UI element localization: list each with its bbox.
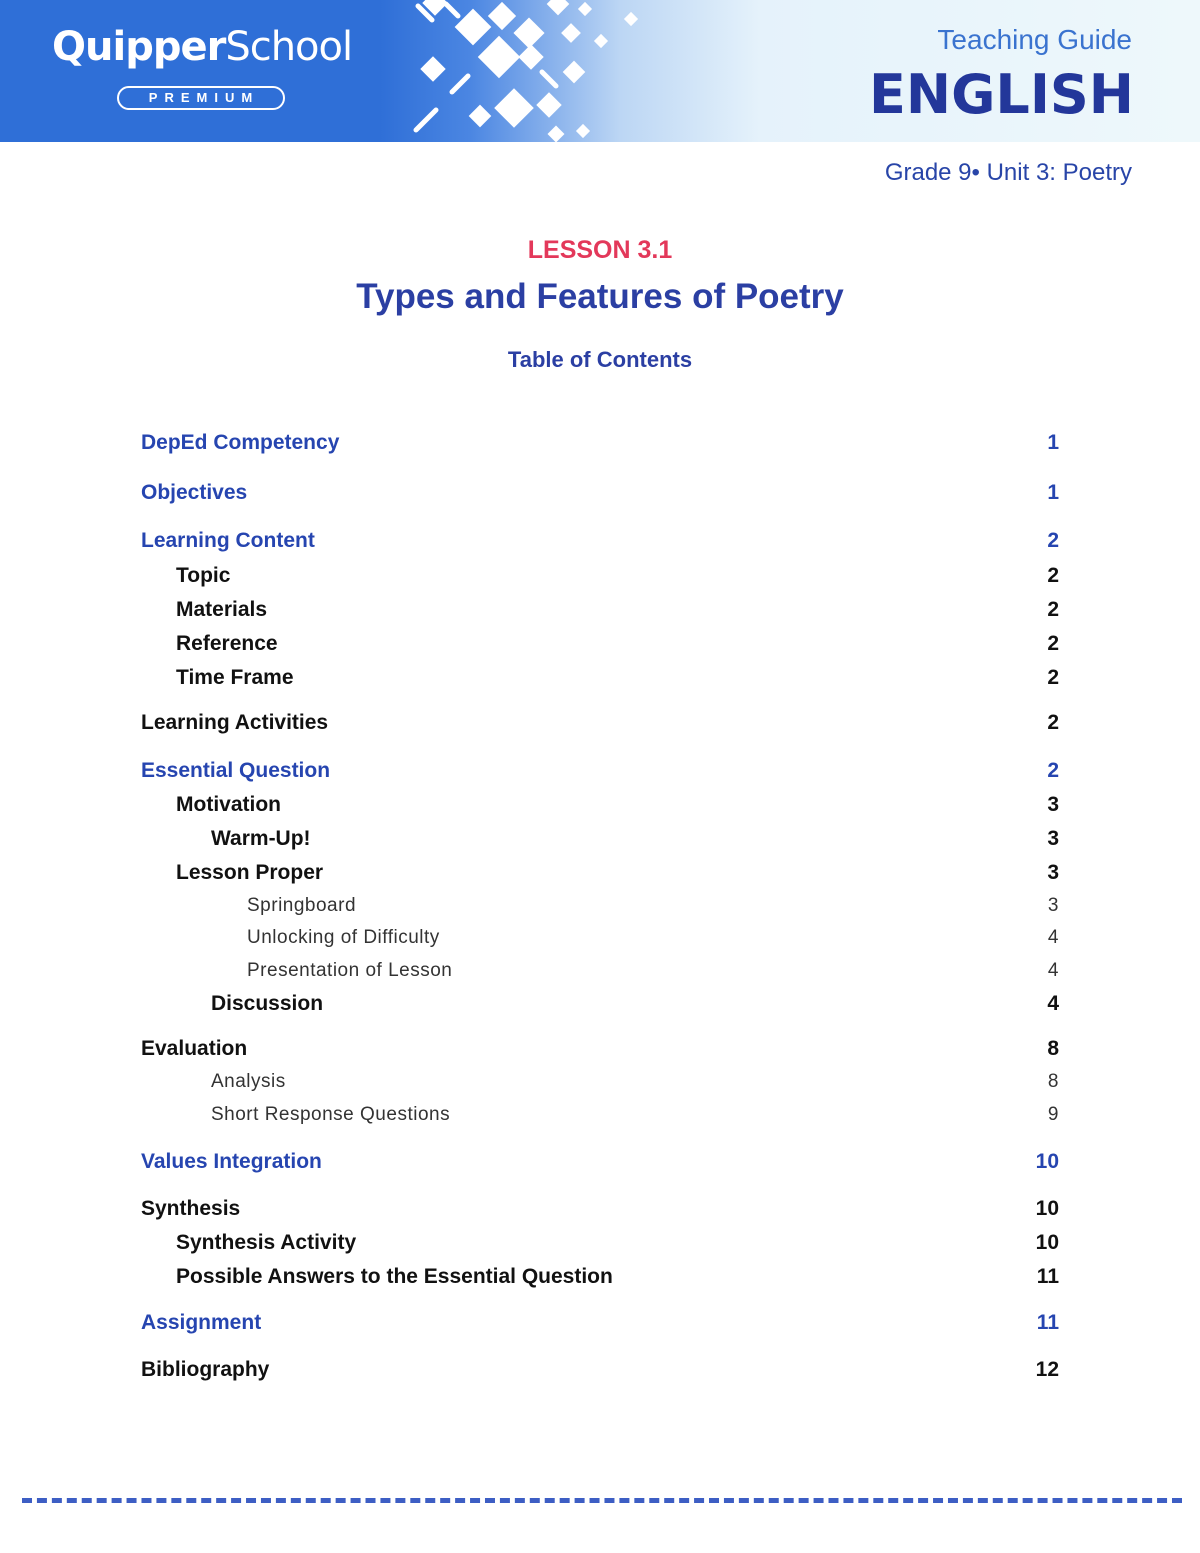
toc-entry-label: Motivation — [176, 793, 281, 816]
toc-entry-page: 2 — [1047, 632, 1059, 655]
toc-entry[interactable] — [0, 891, 1200, 921]
toc-entry[interactable] — [0, 858, 1200, 888]
toc-entry-label: Essential Question — [141, 759, 331, 782]
toc-entry-label: Learning Activities — [141, 711, 329, 734]
toc-entry[interactable] — [0, 561, 1200, 591]
toc-entry[interactable] — [0, 1194, 1200, 1224]
toc-entry-label: Analysis — [211, 1071, 286, 1092]
toc-entry-page: 1 — [1047, 431, 1059, 454]
toc-entry[interactable] — [0, 1034, 1200, 1064]
toc-entry-label: Time Frame — [176, 666, 294, 689]
toc-entry-page: 2 — [1047, 759, 1059, 782]
toc-entry-page: 3 — [1047, 861, 1059, 884]
toc-entry-label: Lesson Proper — [176, 861, 324, 884]
premium-badge: PREMIUM — [117, 86, 285, 110]
toc-entry[interactable] — [0, 428, 1200, 458]
toc-entry-page: 2 — [1047, 529, 1059, 552]
toc-entry[interactable] — [0, 1355, 1200, 1385]
toc-entry[interactable] — [0, 708, 1200, 738]
toc-entry[interactable] — [0, 595, 1200, 625]
toc-entry-page: 3 — [1047, 827, 1059, 850]
toc-entry-page: 9 — [1047, 1104, 1059, 1125]
toc-entry-page: 10 — [1035, 1231, 1059, 1254]
toc-entry-label: Synthesis — [141, 1197, 241, 1220]
toc-entry-page: 3 — [1047, 793, 1059, 816]
toc-entry[interactable] — [0, 1067, 1200, 1097]
toc-entry-label: Assignment — [141, 1311, 262, 1334]
toc-entry-page: 2 — [1047, 711, 1059, 734]
toc-entry-label: Warm-Up! — [211, 827, 311, 850]
toc-entry-label: Short Response Questions — [211, 1104, 451, 1125]
logo-brand-light: School — [225, 24, 353, 70]
lesson-title: Types and Features of Poetry — [356, 277, 844, 316]
toc-entry-page: 8 — [1047, 1037, 1059, 1060]
toc-entry-label: Learning Content — [141, 529, 315, 552]
toc-entry[interactable] — [0, 756, 1200, 786]
toc-entry-page: 2 — [1047, 564, 1059, 587]
toc-entry-label: Evaluation — [141, 1037, 248, 1060]
toc-entry-label: Discussion — [211, 992, 324, 1015]
toc-entry-label: Bibliography — [141, 1358, 270, 1381]
teaching-guide-label: Teaching Guide — [937, 24, 1132, 55]
toc-entry[interactable] — [0, 1308, 1200, 1338]
toc-entry-page: 11 — [1036, 1311, 1059, 1334]
grade-unit-label: Grade 9• Unit 3: Poetry — [884, 159, 1132, 186]
toc-entry[interactable] — [0, 923, 1200, 953]
toc-entry-label: Reference — [176, 632, 278, 655]
logo-brand-bold: Quipper — [52, 24, 226, 70]
toc-entry-page: 11 — [1036, 1265, 1059, 1288]
toc-entry-page: 4 — [1047, 927, 1059, 948]
toc-entry-label: Unlocking of Difficulty — [247, 927, 440, 948]
toc-entry-label: Presentation of Lesson — [247, 960, 453, 981]
footer-dashed-divider — [22, 1498, 1182, 1503]
toc-entry[interactable] — [0, 526, 1200, 556]
toc-entry[interactable] — [0, 1147, 1200, 1177]
toc-entry-page: 4 — [1047, 992, 1059, 1015]
toc-entry-page: 12 — [1035, 1358, 1059, 1381]
toc-entry[interactable] — [0, 790, 1200, 820]
toc-entry-page: 10 — [1035, 1150, 1059, 1173]
toc-heading: Table of Contents — [507, 347, 693, 372]
toc-entry-label: Objectives — [141, 481, 248, 504]
toc-entry[interactable] — [0, 956, 1200, 986]
toc-entry-label: Topic — [176, 564, 231, 587]
subject-title: ENGLISH — [869, 63, 1134, 126]
toc-entry[interactable] — [0, 824, 1200, 854]
toc-entry-label: Springboard — [247, 895, 357, 916]
toc-entry[interactable] — [0, 478, 1200, 508]
toc-entry-page: 4 — [1047, 960, 1059, 981]
toc-entry-page: 10 — [1035, 1197, 1059, 1220]
toc-entry-page: 1 — [1047, 481, 1059, 504]
lesson-number: LESSON 3.1 — [527, 236, 673, 264]
toc-entry-page: 2 — [1047, 666, 1059, 689]
toc-entry-page: 3 — [1047, 895, 1059, 916]
toc-entry-label: Values Integration — [141, 1150, 322, 1173]
toc-entry-label: Synthesis Activity — [176, 1231, 357, 1254]
toc-entry[interactable] — [0, 1100, 1200, 1130]
toc-entry[interactable] — [0, 1262, 1200, 1292]
toc-entry-label: Materials — [176, 598, 268, 621]
toc-entry-page: 8 — [1047, 1071, 1059, 1092]
toc-entry[interactable] — [0, 1228, 1200, 1258]
toc-entry-label: DepEd Competency — [141, 431, 340, 454]
toc-entry[interactable] — [0, 663, 1200, 693]
toc-entry[interactable] — [0, 989, 1200, 1019]
toc-entry[interactable] — [0, 629, 1200, 659]
toc-entry-label: Possible Answers to the Essential Question — [176, 1265, 613, 1288]
toc-entry-page: 2 — [1047, 598, 1059, 621]
